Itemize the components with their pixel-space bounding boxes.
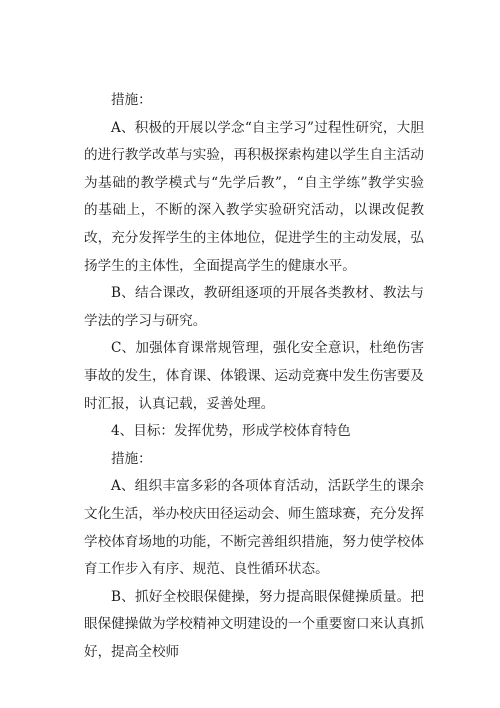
measures-heading-2: 措施： bbox=[111, 450, 152, 467]
measures-heading-1: 措施： bbox=[111, 92, 152, 108]
measure-b-paragraph-2: B、抓好全校眼保健操，努力提高眼保健操质量。把眼保健操做为学校精神文明建设的一个重要窗口来认真抓好，提高全校师 bbox=[84, 588, 424, 660]
measure-b-paragraph-1: B、结合课改，教研组逐项的开展各类教材、教法与学法的学习与研究。 bbox=[84, 285, 424, 329]
measure-a-paragraph-1: A、积极的开展以学念“自主学习”过程性研究，大胆的进行教学改革与实验，再积极探索构建以学生自主活动为基础的教学模式与“先学后教”，“自主学练”教学实验的基础上，不断的深入教学实验研究活动，以课改促教改，充分发挥学生的主体地位，促进学生的主动发展，弘扬学生的主体性，全面提高学生的健康水平。 bbox=[84, 119, 424, 274]
measure-a-paragraph-2: A、组织丰富多彩的各项体育活动，活跃学生的课余文化生活，举办校庆田径运动会、师生篮球赛，充分发挥学校体育场地的功能，不断完善组织措施，努力使学校体育工作步入有序、规范、良性循环状态。 bbox=[84, 478, 424, 578]
document-body bbox=[84, 87, 424, 666]
measure-c-paragraph-1: C、加强体育课常规管理，强化安全意识，杜绝伤害事故的发生，体育课、体锻课、运动竞赛中发生伤害要及时汇报，认真记载，妥善处理。 bbox=[84, 340, 424, 412]
goal-4-heading: 4、目标：发挥优势，形成学校体育特色 bbox=[111, 423, 351, 440]
